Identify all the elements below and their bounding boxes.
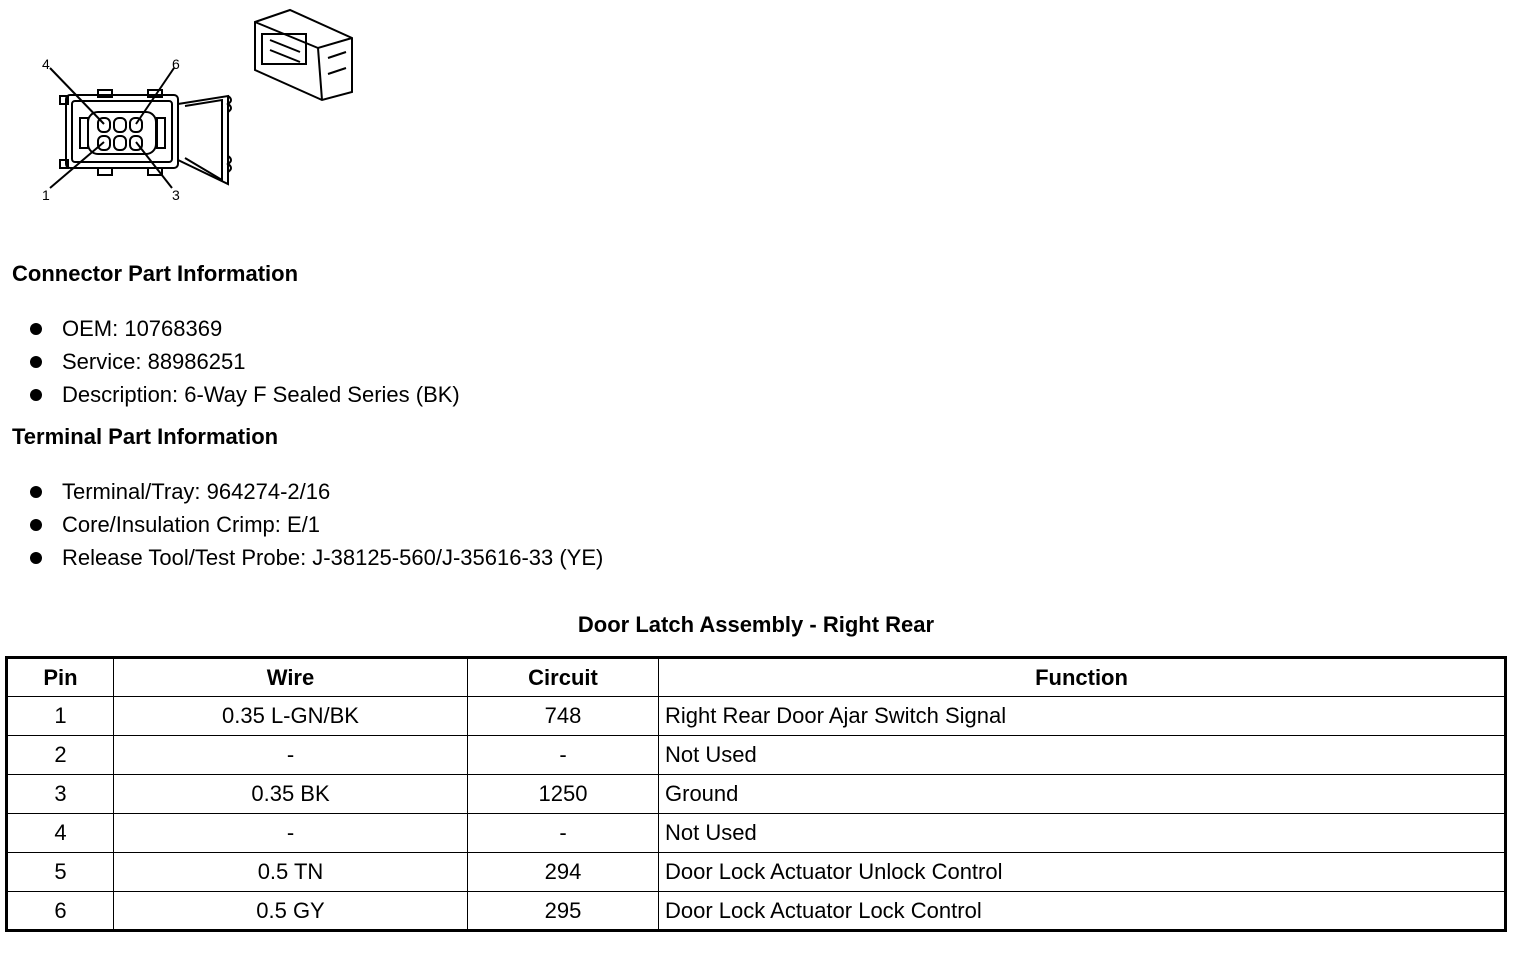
connector-face-drawing [0, 0, 380, 215]
list-item [26, 312, 460, 345]
connector-info-title: Connector Part Information [12, 261, 299, 286]
bullet-icon [30, 323, 42, 335]
cell-function: Door Lock Actuator Unlock Control [659, 853, 1506, 892]
list-item [26, 378, 460, 411]
terminal-info-crimp: Core/Insulation Crimp: E/1 [62, 512, 320, 537]
cell-function: Door Lock Actuator Lock Control [659, 892, 1506, 931]
table-row [7, 697, 1506, 736]
pinout-table [5, 656, 1507, 932]
cell-circuit: - [468, 736, 659, 775]
cell-pin: 1 [7, 697, 114, 736]
list-item [26, 475, 603, 508]
header-circuit: Circuit [468, 658, 659, 697]
cell-function: Not Used [659, 736, 1506, 775]
list-item [26, 345, 460, 378]
terminal-info-title: Terminal Part Information [12, 424, 279, 449]
header-wire: Wire [114, 658, 468, 697]
cell-circuit: 295 [468, 892, 659, 931]
cell-wire: 0.5 TN [114, 853, 468, 892]
cell-circuit: - [468, 814, 659, 853]
pin-label-1: 1 [42, 187, 50, 203]
cell-pin: 6 [7, 892, 114, 931]
cell-wire: - [114, 814, 468, 853]
list-item [26, 508, 603, 541]
connector-info-oem: OEM: 10768369 [62, 316, 223, 341]
connector-info-service: Service: 88986251 [62, 349, 246, 374]
bullet-icon [30, 486, 42, 498]
cell-wire: 0.35 L-GN/BK [114, 697, 468, 736]
connector-info-description: Description: 6-Way F Sealed Series (BK) [62, 382, 460, 407]
terminal-info-tool: Release Tool/Test Probe: J-38125-560/J-35616-33 (YE) [62, 545, 604, 570]
cell-pin: 3 [7, 775, 114, 814]
bullet-icon [30, 389, 42, 401]
table-row [7, 775, 1506, 814]
table-row [7, 736, 1506, 775]
table-row [7, 814, 1506, 853]
table-row [7, 853, 1506, 892]
bullet-icon [30, 519, 42, 531]
table-caption: Door Latch Assembly - Right Rear [577, 612, 935, 637]
cell-wire: 0.35 BK [114, 775, 468, 814]
cell-function: Not Used [659, 814, 1506, 853]
cell-pin: 2 [7, 736, 114, 775]
cell-pin: 5 [7, 853, 114, 892]
cell-function: Ground [659, 775, 1506, 814]
bullet-icon [30, 552, 42, 564]
table-header-row [7, 658, 1506, 697]
terminal-info-tray: Terminal/Tray: 964274-2/16 [62, 479, 331, 504]
cell-wire: 0.5 GY [114, 892, 468, 931]
connector-info-list [26, 312, 460, 411]
cell-circuit: 294 [468, 853, 659, 892]
connector-diagram [0, 0, 380, 215]
list-item [26, 541, 603, 574]
header-pin: Pin [7, 658, 114, 697]
bullet-icon [30, 356, 42, 368]
cell-circuit: 748 [468, 697, 659, 736]
pin-label-3: 3 [172, 187, 180, 203]
pin-label-6: 6 [172, 56, 180, 72]
connector-iso-drawing [255, 10, 352, 100]
cell-circuit: 1250 [468, 775, 659, 814]
header-function: Function [659, 658, 1506, 697]
table-row [7, 892, 1506, 931]
cell-pin: 4 [7, 814, 114, 853]
pin-label-4: 4 [42, 56, 50, 72]
terminal-info-list [26, 475, 603, 574]
cell-wire: - [114, 736, 468, 775]
cell-function: Right Rear Door Ajar Switch Signal [659, 697, 1506, 736]
